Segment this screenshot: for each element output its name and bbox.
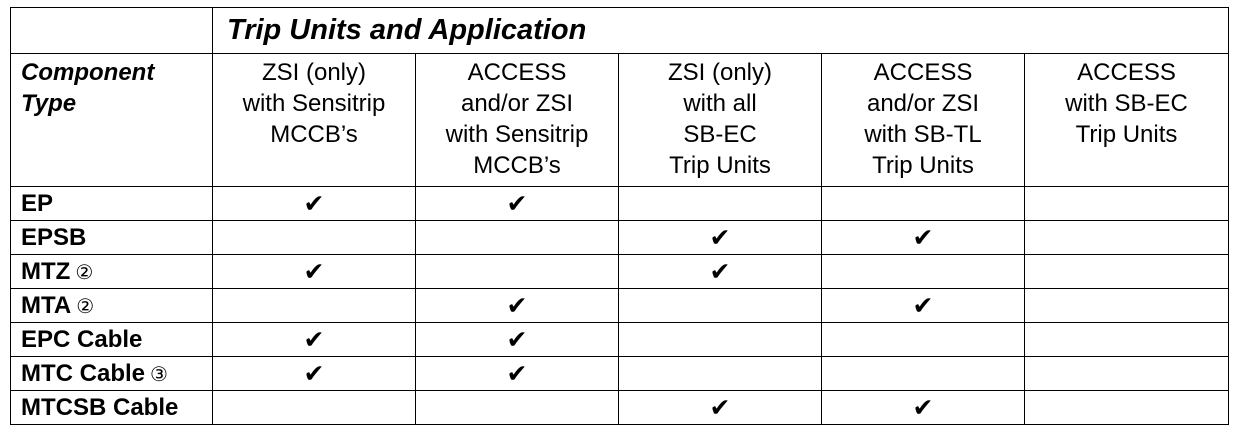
checkmark-icon: ✔ — [709, 222, 731, 252]
footnote-marker: ③ — [150, 363, 168, 386]
check-cell — [619, 221, 822, 255]
footnote-marker: ② — [76, 295, 95, 318]
check-cell — [619, 289, 822, 323]
check-cell — [1025, 357, 1229, 391]
component-label: EPC Cable — [21, 325, 143, 353]
checkmark-icon: ✔ — [506, 358, 528, 388]
check-cell — [213, 289, 416, 323]
component-label-cell — [11, 289, 213, 323]
checkmark-icon: ✔ — [912, 290, 934, 320]
table-row — [11, 187, 1229, 221]
blank-corner-cell — [11, 8, 213, 54]
column-header: ACCESS and/or ZSI with SB-TL Trip Units — [822, 54, 1025, 187]
table-row — [11, 357, 1229, 391]
header-row — [11, 54, 1229, 187]
table-title: Trip Units and Application — [213, 8, 1229, 54]
component-label: MTC Cable — [21, 359, 146, 387]
component-label: MTCSB Cable — [21, 393, 179, 421]
checkmark-icon: ✔ — [912, 392, 934, 422]
check-cell — [822, 187, 1025, 221]
checkmark-icon: ✔ — [303, 188, 325, 218]
table-row — [11, 221, 1229, 255]
check-cell — [619, 323, 822, 357]
check-cell — [213, 255, 416, 289]
checkmark-icon: ✔ — [303, 256, 325, 286]
column-header: ACCESS and/or ZSI with Sensitrip MCCB’s — [416, 54, 619, 187]
checkmark-icon: ✔ — [303, 358, 325, 388]
check-cell — [1025, 323, 1229, 357]
column-header: ZSI (only) with all SB-EC Trip Units — [619, 54, 822, 187]
check-cell — [213, 323, 416, 357]
component-label-cell — [11, 323, 213, 357]
checkmark-icon: ✔ — [709, 392, 731, 422]
component-label-cell — [11, 221, 213, 255]
checkmark-icon: ✔ — [303, 324, 325, 354]
check-cell — [416, 323, 619, 357]
title-row — [11, 8, 1229, 54]
column-header: ZSI (only) with Sensitrip MCCB’s — [213, 54, 416, 187]
table-row — [11, 391, 1229, 425]
check-cell — [213, 187, 416, 221]
check-cell — [619, 357, 822, 391]
component-label: EP — [21, 189, 54, 217]
check-cell — [213, 391, 416, 425]
check-cell — [1025, 221, 1229, 255]
checkmark-icon: ✔ — [506, 324, 528, 354]
checkmark-icon: ✔ — [506, 188, 528, 218]
check-cell — [1025, 255, 1229, 289]
check-cell — [416, 357, 619, 391]
component-label-cell — [11, 255, 213, 289]
component-label: MTA — [21, 291, 72, 319]
checkmark-icon: ✔ — [506, 290, 528, 320]
trip-units-table — [10, 7, 1229, 425]
check-cell — [416, 391, 619, 425]
component-label: MTZ — [21, 257, 71, 285]
table-row — [11, 323, 1229, 357]
check-cell — [416, 289, 619, 323]
checkmark-icon: ✔ — [709, 256, 731, 286]
column-header: ACCESS with SB-EC Trip Units — [1025, 54, 1229, 187]
checkmark-icon: ✔ — [912, 222, 934, 252]
check-cell — [619, 255, 822, 289]
check-cell — [1025, 289, 1229, 323]
table-body — [11, 187, 1229, 425]
check-cell — [213, 221, 416, 255]
check-cell — [822, 323, 1025, 357]
footnote-marker: ② — [75, 261, 94, 284]
component-type-header: Component Type — [11, 54, 213, 187]
table-row — [11, 255, 1229, 289]
component-label-cell — [11, 391, 213, 425]
check-cell — [1025, 391, 1229, 425]
component-label-cell — [11, 187, 213, 221]
check-cell — [1025, 187, 1229, 221]
check-cell — [822, 255, 1025, 289]
check-cell — [619, 391, 822, 425]
check-cell — [822, 221, 1025, 255]
check-cell — [619, 187, 822, 221]
check-cell — [213, 357, 416, 391]
check-cell — [822, 391, 1025, 425]
check-cell — [416, 221, 619, 255]
check-cell — [822, 289, 1025, 323]
table-row — [11, 289, 1229, 323]
check-cell — [416, 255, 619, 289]
check-cell — [416, 187, 619, 221]
check-cell — [822, 357, 1025, 391]
component-label: EPSB — [21, 223, 87, 251]
component-label-cell — [11, 357, 213, 391]
